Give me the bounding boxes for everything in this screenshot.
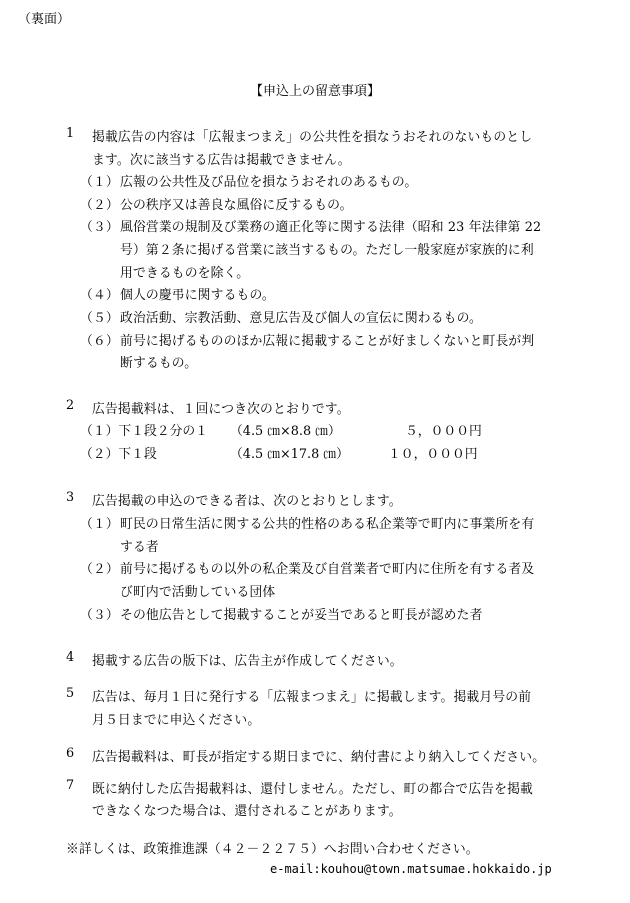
section-text-line: 広告は、毎月１日に発行する「広報まつまえ」に掲載します。掲載月号の前 <box>92 690 532 705</box>
list-item-text: 用できるものを除く。 <box>120 266 250 281</box>
contact-note: ※詳しくは、政策推進課（４２－２２７５）へお問い合わせください。 <box>66 842 479 857</box>
section-text-line: 掲載広告の内容は「広報まつまえ」の公共性を損なうおそれのないものとし <box>92 130 533 145</box>
list-item-text: 町民の日常生活に関する公共的性格のある私企業等で町内に事業所を有 <box>120 517 535 532</box>
list-item-text: 風俗営業の規制及び業務の適正化等に関する法律（昭和 23 年法律第 22 <box>120 220 542 235</box>
page-title: 【申込上の留意事項】 <box>249 84 380 99</box>
back-side-label: （裏面） <box>18 12 71 27</box>
list-item-text: する者 <box>120 540 159 555</box>
list-item-text: 政治活動、宗教活動、意見広告及び個人の宣伝に関わるもの。 <box>120 311 483 326</box>
section-text-line: 既に納付した広告掲載料は、還付しません。ただし、町の都合で広告を掲載 <box>92 782 533 797</box>
fee-size: （4.5 ㎝×8.8 ㎝） <box>230 424 341 439</box>
list-item-text: 断するもの。 <box>120 356 198 371</box>
fee-price: ５，０００円 <box>405 424 482 439</box>
list-item-label: （３） <box>80 220 119 235</box>
section-number: 1 <box>66 126 75 141</box>
section-text-line: 広告掲載の申込のできる者は、次のとおりとします。 <box>92 494 402 509</box>
section-text-line: 月５日までに申込ください。 <box>92 713 261 728</box>
section-number: 4 <box>66 650 75 665</box>
list-item-label: （６） <box>80 334 119 349</box>
list-item-text: び町内で活動している団体 <box>120 585 276 600</box>
section-number: 2 <box>66 398 75 413</box>
list-item-label: （１） <box>80 175 119 190</box>
list-item-text: その他広告として掲載することが妥当であると町長が認めた者 <box>120 608 483 623</box>
section-text-line: ます。次に該当する広告は掲載できません。 <box>92 153 351 168</box>
fee-size: （4.5 ㎝×17.8 ㎝） <box>230 447 349 462</box>
section-number: 6 <box>66 746 75 761</box>
section-text-line: 広告掲載料は、１回につき次のとおりです。 <box>92 402 350 417</box>
section-number: 3 <box>66 490 75 505</box>
section-text-line: 掲載する広告の版下は、広告主が作成してください。 <box>92 654 403 669</box>
fee-label: （１）下１段２分の１ <box>80 424 208 439</box>
list-item-text: 前号に掲げるもののほか広報に掲載することが好ましくないと町長が判 <box>120 334 535 349</box>
list-item-text: 号）第２条に掲げる営業に該当するもの。ただし一般家庭が家族的に利 <box>120 243 534 258</box>
list-item-label: （４） <box>80 288 119 303</box>
section-number: 7 <box>66 778 75 793</box>
list-item-label: （２） <box>80 562 119 577</box>
list-item-text: 公の秩序又は善良な風俗に反するもの。 <box>120 198 353 213</box>
fee-price: １０，０００円 <box>388 447 478 462</box>
list-item-label: （５） <box>80 311 119 326</box>
list-item-text: 個人の慶弔に関するもの。 <box>120 288 275 303</box>
section-number: 5 <box>66 686 75 701</box>
list-item-label: （２） <box>80 198 119 213</box>
list-item-label: （３） <box>80 608 119 623</box>
section-text-line: できなくなつた場合は、還付されることがあります。 <box>92 804 402 819</box>
fee-label: （２）下１段 <box>80 447 157 462</box>
list-item-text: 広報の公共性及び品位を損なうおそれのあるもの。 <box>120 175 418 190</box>
contact-email: e-mail:kouhou@town.matsumae.hokkaido.jp <box>270 862 552 876</box>
section-text-line: 広告掲載料は、町長が指定する期日までに、納付書により納入してください。 <box>92 750 546 765</box>
list-item-text: 前号に掲げるもの以外の私企業及び自営業者で町内に住所を有する者及 <box>120 562 535 577</box>
list-item-label: （１） <box>80 517 119 532</box>
